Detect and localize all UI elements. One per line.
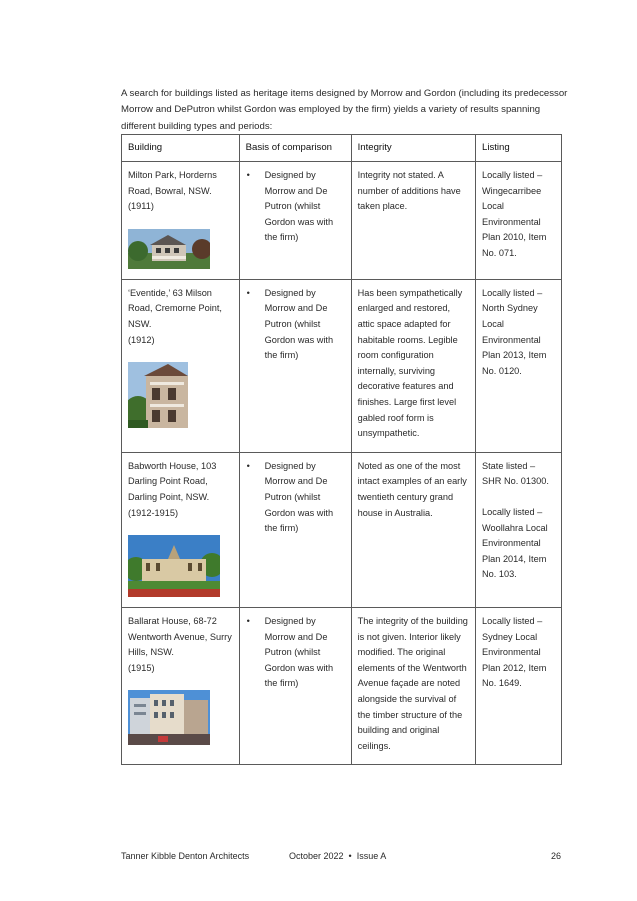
footer-page-number: 26 <box>551 851 562 861</box>
basis-cell <box>239 452 351 607</box>
integrity-cell: Has been sympathetically enlarged and restored, attic space adapted for habitable rooms. Legible room configuration internally, surviving decorative features and finishes. Large first level gabled roof form is unsympathetic. <box>351 279 475 452</box>
heritage-comparison-table <box>121 134 562 765</box>
basis-cell <box>239 162 351 280</box>
building-year: (1915) <box>128 662 155 673</box>
basis-list-item: • Designed by Morrow and De Putron (whilst Gordon was with the firm) <box>246 616 334 689</box>
intro-paragraph: A search for buildings listed as heritage items designed by Morrow and Gordon (including its predecessor Morrow and DePutron whilst Gordon was employed by the firm) yields a variety of results spanning different building types and periods: <box>121 87 568 132</box>
header-listing: Listing <box>476 135 562 162</box>
ballarat-house-photo <box>128 690 210 745</box>
milton-park-photo <box>128 229 210 269</box>
header-integrity: Integrity <box>351 135 475 162</box>
building-cell <box>122 162 240 280</box>
building-year: (1912) <box>128 334 155 345</box>
integrity-cell: The integrity of the building is not given. Interior likely modified. The original elements of the Wentworth Avenue façade are noted alongside the survival of the timber structure of the building and original ceilings. <box>351 608 475 765</box>
basis-list-item: • Designed by Morrow and De Putron (whilst Gordon was with the firm) <box>246 170 334 243</box>
table-row <box>122 279 562 452</box>
header-building: Building <box>122 135 240 162</box>
listing-cell <box>476 452 562 607</box>
basis-cell <box>239 279 351 452</box>
header-basis: Basis of comparison <box>239 135 351 162</box>
building-year: (1912-1915) <box>128 507 179 518</box>
integrity-cell: Integrity not stated. A number of additions have taken place. <box>351 162 475 280</box>
building-name: ‘Eventide,’ 63 Milson Road, Cremorne Point, NSW. <box>128 287 222 329</box>
babworth-house-photo <box>128 535 220 597</box>
eventide-photo <box>128 362 188 428</box>
building-name: Ballarat House, 68-72 Wentworth Avenue, Surry Hills, NSW. <box>128 616 232 658</box>
table-row <box>122 452 562 607</box>
basis-list-item: • Designed by Morrow and De Putron (whilst Gordon was with the firm) <box>246 460 334 534</box>
footer-firm: Tanner Kibble Denton Architects <box>121 851 250 861</box>
listing-cell: Locally listed – Wingecarribee Local Environmental Plan 2010, Item No. 071. <box>476 162 562 280</box>
building-cell <box>122 452 240 607</box>
basis-list-item: • Designed by Morrow and De Putron (whilst Gordon was with the firm) <box>246 287 334 361</box>
table-header-row <box>122 135 562 162</box>
integrity-cell: Noted as one of the most intact examples of an early twentieth century grand house in Australia. <box>351 452 475 607</box>
listing-state: State listed – SHR No. 01300. <box>482 460 549 487</box>
listing-cell: Locally listed – Sydney Local Environmental Plan 2012, Item No. 1649. <box>476 608 562 765</box>
building-name: Babworth House, 103 Darling Point Road, Darling Point, NSW. <box>128 460 217 502</box>
table-row <box>122 162 562 280</box>
building-year: (1911) <box>128 201 154 212</box>
building-cell <box>122 608 240 765</box>
listing-cell: Locally listed – North Sydney Local Environmental Plan 2013, Item No. 0120. <box>476 279 562 452</box>
building-name: Milton Park, Horderns Road, Bowral, NSW. <box>128 170 217 196</box>
table-row <box>122 608 562 765</box>
footer-date-issue: October 2022 • Issue A <box>289 851 387 861</box>
listing-local: Locally listed – Woollahra Local Environmental Plan 2014, Item No. 103. <box>482 506 548 580</box>
building-cell <box>122 279 240 452</box>
basis-cell <box>239 608 351 765</box>
